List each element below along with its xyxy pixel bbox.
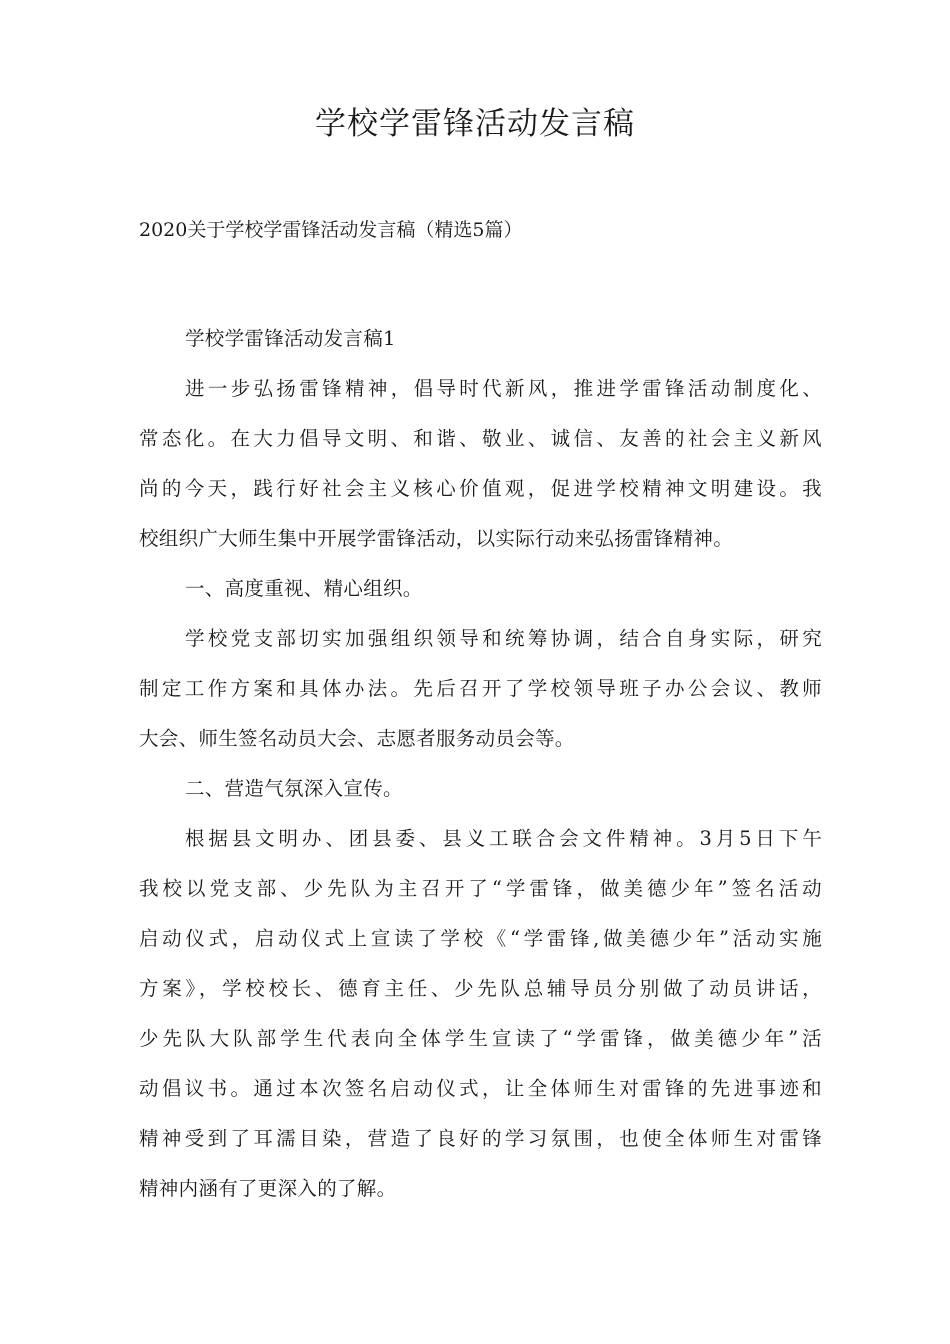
paragraph-line: 二、营造气氛深入宣传。 <box>185 777 403 800</box>
paragraph-line: 精神受到了耳濡目染，营造了良好的学习氛围，也使全体师生对雷锋 <box>139 1127 822 1150</box>
paragraph-line: 精神内涵有了更深入的了解。 <box>139 1177 397 1200</box>
paragraph <box>139 564 822 614</box>
paragraph-line: 根据县文明办、团县委、县义工联合会文件精神。3月5日下午 <box>185 827 822 850</box>
document-body <box>139 314 822 1214</box>
document-title: 学校学雷锋活动发言稿 <box>315 106 635 142</box>
paragraph <box>139 614 822 764</box>
paragraph-line: 尚的今天，践行好社会主义核心价值观，促进学校精神文明建设。我 <box>139 477 822 500</box>
paragraph-line: 大会、师生签名动员大会、志愿者服务动员会等。 <box>139 727 575 750</box>
section-heading-para <box>139 314 822 364</box>
paragraph-line: 启动仪式，启动仪式上宣读了学校《“学雷锋,做美德少年”活动实施 <box>139 927 822 950</box>
section-heading: 学校学雷锋活动发言稿1 <box>185 327 396 350</box>
paragraph-line: 校组织广大师生集中开展学雷锋活动，以实际行动来弘扬雷锋精神。 <box>139 527 734 550</box>
paragraph <box>139 764 822 814</box>
paragraph-line: 少先队大队部学生代表向全体学生宣读了“学雷锋，做美德少年”活 <box>139 1027 822 1050</box>
paragraph-line: 进一步弘扬雷锋精神，倡导时代新风，推进学雷锋活动制度化、 <box>185 377 822 400</box>
paragraph-line: 一、高度重视、精心组织。 <box>185 577 423 600</box>
paragraph-line: 制定工作方案和具体办法。先后召开了学校领导班子办公会议、教师 <box>139 677 822 700</box>
paragraph-list <box>139 364 822 1214</box>
paragraph-line: 常态化。在大力倡导文明、和谐、敬业、诚信、友善的社会主义新风 <box>139 427 822 450</box>
paragraph-line: 学校党支部切实加强组织领导和统筹协调，结合自身实际，研究 <box>185 627 822 650</box>
paragraph <box>139 814 822 1214</box>
document-subtitle: 2020关于学校学雷锋活动发言稿（精选5篇） <box>139 219 523 241</box>
paragraph-line: 方案》，学校校长、德育主任、少先队总辅导员分别做了动员讲话， <box>139 977 822 1000</box>
paragraph-line: 动倡议书。通过本次签名启动仪式，让全体师生对雷锋的先进事迹和 <box>139 1077 822 1100</box>
paragraph <box>139 364 822 564</box>
paragraph-line: 我校以党支部、少先队为主召开了“学雷锋，做美德少年”签名活动 <box>139 877 822 900</box>
